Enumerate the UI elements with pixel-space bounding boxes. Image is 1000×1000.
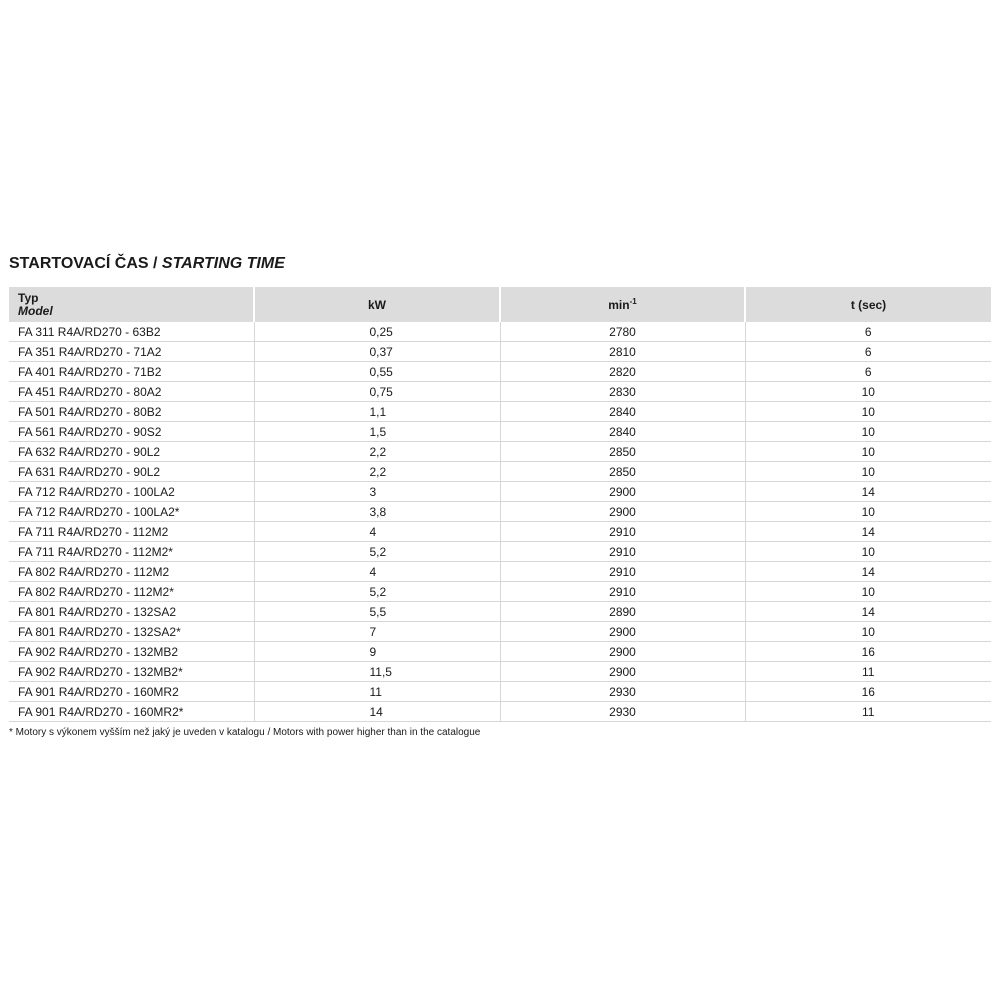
table-row	[9, 382, 991, 402]
table-row	[9, 402, 991, 422]
model-cell: FA 711 R4A/RD270 - 112M2	[9, 522, 254, 542]
rpm-cell: 2910	[500, 522, 745, 542]
time-cell: 14	[745, 522, 991, 542]
model-cell: FA 901 R4A/RD270 - 160MR2*	[9, 702, 254, 722]
table-row	[9, 582, 991, 602]
time-cell: 10	[745, 582, 991, 602]
rpm-cell: 2890	[500, 602, 745, 622]
rpm-cell: 2930	[500, 682, 745, 702]
kw-cell: 5,5	[254, 602, 500, 622]
page-title	[9, 254, 992, 276]
table-row	[9, 422, 991, 442]
title-separator: /	[148, 255, 162, 272]
time-cell: 10	[745, 402, 991, 422]
table-row	[9, 442, 991, 462]
table-row	[9, 602, 991, 622]
rpm-cell: 2840	[500, 402, 745, 422]
kw-cell: 11,5	[254, 662, 500, 682]
table-row	[9, 522, 991, 542]
time-cell: 6	[745, 322, 991, 342]
table-row	[9, 562, 991, 582]
model-cell: FA 561 R4A/RD270 - 90S2	[9, 422, 254, 442]
header-model	[9, 287, 254, 322]
model-cell: FA 632 R4A/RD270 - 90L2	[9, 442, 254, 462]
rpm-cell: 2910	[500, 562, 745, 582]
rpm-cell: 2830	[500, 382, 745, 402]
kw-cell: 4	[254, 522, 500, 542]
time-cell: 6	[745, 362, 991, 382]
time-cell: 10	[745, 382, 991, 402]
kw-cell: 5,2	[254, 582, 500, 602]
rpm-cell: 2900	[500, 502, 745, 522]
starting-time-section	[9, 254, 992, 739]
kw-cell: 5,2	[254, 542, 500, 562]
table-body	[9, 322, 991, 722]
rpm-cell: 2900	[500, 482, 745, 502]
time-cell: 10	[745, 442, 991, 462]
model-cell: FA 802 R4A/RD270 - 112M2	[9, 562, 254, 582]
rpm-cell: 2850	[500, 442, 745, 462]
rpm-cell: 2900	[500, 642, 745, 662]
header-rpm	[500, 287, 745, 322]
header-rpm-unit: min	[608, 297, 630, 312]
table-row	[9, 482, 991, 502]
rpm-cell: 2810	[500, 342, 745, 362]
table-row	[9, 682, 991, 702]
time-cell: 6	[745, 342, 991, 362]
time-cell: 10	[745, 542, 991, 562]
header-model-en: Model	[18, 303, 53, 318]
time-cell: 11	[745, 702, 991, 722]
header-model-cz: Typ	[18, 290, 39, 305]
table-row	[9, 462, 991, 482]
table-row	[9, 542, 991, 562]
time-cell: 14	[745, 562, 991, 582]
kw-cell: 7	[254, 622, 500, 642]
table-row	[9, 642, 991, 662]
title-cz: STARTOVACÍ ČAS	[9, 255, 149, 272]
kw-cell: 4	[254, 562, 500, 582]
table-row	[9, 622, 991, 642]
kw-cell: 0,75	[254, 382, 500, 402]
header-time: t (sec)	[745, 287, 991, 322]
kw-cell: 3	[254, 482, 500, 502]
table-row	[9, 702, 991, 722]
rpm-cell: 2900	[500, 622, 745, 642]
kw-cell: 1,1	[254, 402, 500, 422]
model-cell: FA 501 R4A/RD270 - 80B2	[9, 402, 254, 422]
table-header	[9, 287, 991, 322]
model-cell: FA 631 R4A/RD270 - 90L2	[9, 462, 254, 482]
time-cell: 16	[745, 642, 991, 662]
kw-cell: 14	[254, 702, 500, 722]
title-en: STARTING TIME	[161, 255, 285, 272]
model-cell: FA 401 R4A/RD270 - 71B2	[9, 362, 254, 382]
model-cell: FA 802 R4A/RD270 - 112M2*	[9, 582, 254, 602]
table-row	[9, 362, 991, 382]
rpm-cell: 2930	[500, 702, 745, 722]
kw-cell: 11	[254, 682, 500, 702]
rpm-cell: 2840	[500, 422, 745, 442]
kw-cell: 0,55	[254, 362, 500, 382]
table-row	[9, 502, 991, 522]
rpm-cell: 2910	[500, 582, 745, 602]
time-cell: 10	[745, 422, 991, 442]
starting-time-table	[9, 287, 991, 722]
time-cell: 10	[745, 502, 991, 522]
kw-cell: 1,5	[254, 422, 500, 442]
table-row	[9, 342, 991, 362]
footnote: * Motory s výkonem vyšším než jaký je uveden v katalogu / Motors with power higher than in the catalogue	[9, 727, 481, 738]
header-kw: kW	[254, 287, 500, 322]
rpm-cell: 2850	[500, 462, 745, 482]
kw-cell: 0,25	[254, 322, 500, 342]
kw-cell: 2,2	[254, 442, 500, 462]
header-rpm-exponent: -1	[629, 296, 637, 306]
model-cell: FA 311 R4A/RD270 - 63B2	[9, 322, 254, 342]
time-cell: 10	[745, 462, 991, 482]
model-cell: FA 451 R4A/RD270 - 80A2	[9, 382, 254, 402]
kw-cell: 0,37	[254, 342, 500, 362]
rpm-cell: 2820	[500, 362, 745, 382]
rpm-cell: 2910	[500, 542, 745, 562]
time-cell: 11	[745, 662, 991, 682]
model-cell: FA 902 R4A/RD270 - 132MB2	[9, 642, 254, 662]
rpm-cell: 2780	[500, 322, 745, 342]
model-cell: FA 902 R4A/RD270 - 132MB2*	[9, 662, 254, 682]
table-row	[9, 662, 991, 682]
kw-cell: 2,2	[254, 462, 500, 482]
header-row	[9, 287, 991, 322]
model-cell: FA 901 R4A/RD270 - 160MR2	[9, 682, 254, 702]
kw-cell: 3,8	[254, 502, 500, 522]
rpm-cell: 2900	[500, 662, 745, 682]
model-cell: FA 801 R4A/RD270 - 132SA2*	[9, 622, 254, 642]
model-cell: FA 711 R4A/RD270 - 112M2*	[9, 542, 254, 562]
time-cell: 14	[745, 482, 991, 502]
time-cell: 10	[745, 622, 991, 642]
model-cell: FA 351 R4A/RD270 - 71A2	[9, 342, 254, 362]
table-row	[9, 322, 991, 342]
model-cell: FA 801 R4A/RD270 - 132SA2	[9, 602, 254, 622]
time-cell: 14	[745, 602, 991, 622]
model-cell: FA 712 R4A/RD270 - 100LA2	[9, 482, 254, 502]
model-cell: FA 712 R4A/RD270 - 100LA2*	[9, 502, 254, 522]
kw-cell: 9	[254, 642, 500, 662]
time-cell: 16	[745, 682, 991, 702]
